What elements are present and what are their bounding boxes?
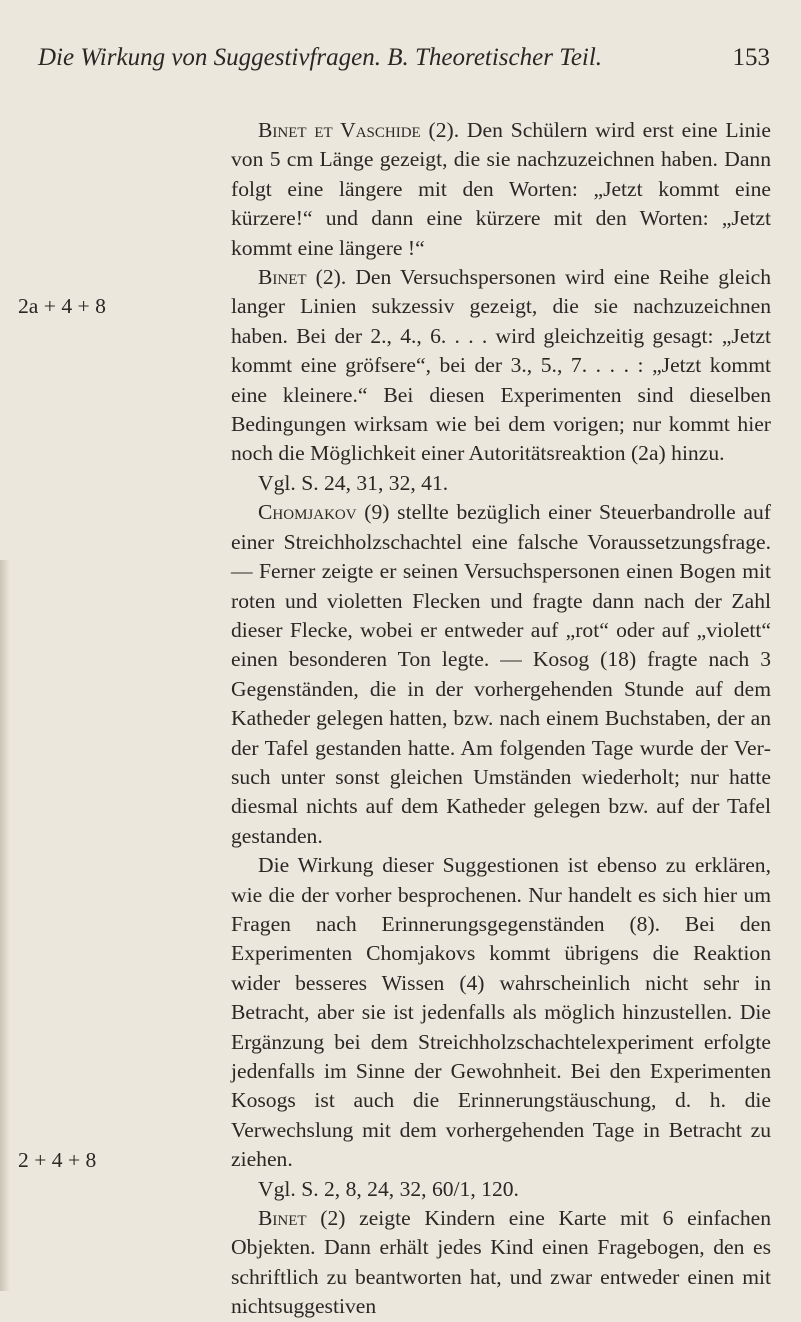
author-name: Binet et Vaschide xyxy=(258,118,421,142)
page-number: 153 xyxy=(732,44,770,71)
paragraph-chomjakov xyxy=(231,498,771,851)
author-name: Binet xyxy=(258,265,307,290)
margin-note-2: 2 + 4 + 8 xyxy=(18,1148,97,1172)
running-header xyxy=(38,44,770,84)
author-name: Chomjakov xyxy=(258,500,357,525)
paragraph-text: Die Wirkung dieser Suggestionen ist ebenso zu erklären, wie die der vorher besprochenen. Nur handelt es sich hier um Fragen nach Erinnerungsgegenständen (8). Bei den Experimenten Chomjakovs kommt übrigens die Reaktion wider besseres Wissen (4) wahrscheinlich nicht sehr in Betracht, aber sie ist jedenfalls als möglich hinzustellen. Die Ergänzung bei dem Streichholzschachtelexperiment erfolgte jedenfalls im Sinne der Gewohnheit. Bei den Experimenten Kosogs ist auch die Erinnerungstäuschung, d. h. die Verwechslung mit dem vorhergehenden Tage in Betracht zu ziehen. xyxy=(231,853,771,1172)
reference-text: Vgl. S. 2, 8, 24, 32, 60/1, 120. xyxy=(258,1176,519,1201)
running-title: Die Wirkung von Suggestivfragen. B. Theoretischer Teil. xyxy=(38,44,603,71)
paragraph-binet-lines xyxy=(231,263,771,469)
body-text xyxy=(231,116,771,1322)
paragraph-binet-vaschide xyxy=(231,116,771,263)
margin-note-1: 2a + 4 + 8 xyxy=(18,294,106,318)
paragraph-text: (2). Den Versuchspersonen wird eine Reihe gleich langer Linien sukzessiv gezeigt, die sie nachzuzeichnen haben. Bei der 2., 4., 6. . . . wird gleichzeitig gesagt: „Jetzt kommt eine gröfsere“, bei der 3., 5., 7. . . . : „Jetzt kommt eine kleinere.“ Bei diesen Experimenten sind dieselben Bedingungen wirksam wie bei dem vorigen; nur kommt hier noch die Möglichkeit einer Autoritätsreaktion (2a) hinzu. xyxy=(231,265,771,466)
paragraph-explanation xyxy=(231,851,771,1174)
paragraph-binet-card xyxy=(231,1204,771,1322)
reference-text: Vgl. S. 24, 31, 32, 41. xyxy=(258,470,449,495)
page-edge-shadow xyxy=(0,560,10,1291)
cross-reference xyxy=(231,469,771,498)
paragraph-text: (2) zeigte Kindern eine Karte mit 6 einfachen Objekten. Dann erhält jedes Kind einen Fragebogen, den es schriftlich zu beantworten hat, und zwar entweder einen mit nichtsuggestiven xyxy=(231,1206,771,1319)
author-name: Binet xyxy=(258,1206,307,1231)
paragraph-text: (2). Den Schülern wird erst eine Linie von 5 cm Länge gezeigt, die sie nachzuzeichnen haben. Dann folgt eine längere mit den Worten: „Jetzt kommt eine kürzere!“ und dann eine kürzere mit den Worten: „Jetzt kommt eine längere !“ xyxy=(231,118,771,260)
paragraph-text: (9) stellte bezüglich einer Steuerbandrolle auf einer Streichholzschachtel eine falsche Voraussetzungsfrage. — Ferner zeigte er seinen Versuchspersonen einen Bogen mit roten und violetten Flecken und fragte dann nach der Zahl dieser Flecke, wobei er entweder auf „rot“ oder auf „violett“ einen besonderen Ton legte. — Kosog (18) fragte nach 3 Gegenständen, die in der vorhergehenden Stunde auf dem Katheder gelegen hatten, bzw. nach einem Buchstaben, der an der Tafel gestanden hatte. Am folgenden Tage wurde der Versuch unter sonst gleichen Umständen wiederholt; nur hatte diesmal nichts auf dem Katheder gelegen bzw. auf der Tafel gestanden. xyxy=(231,500,771,848)
cross-reference xyxy=(231,1175,771,1204)
